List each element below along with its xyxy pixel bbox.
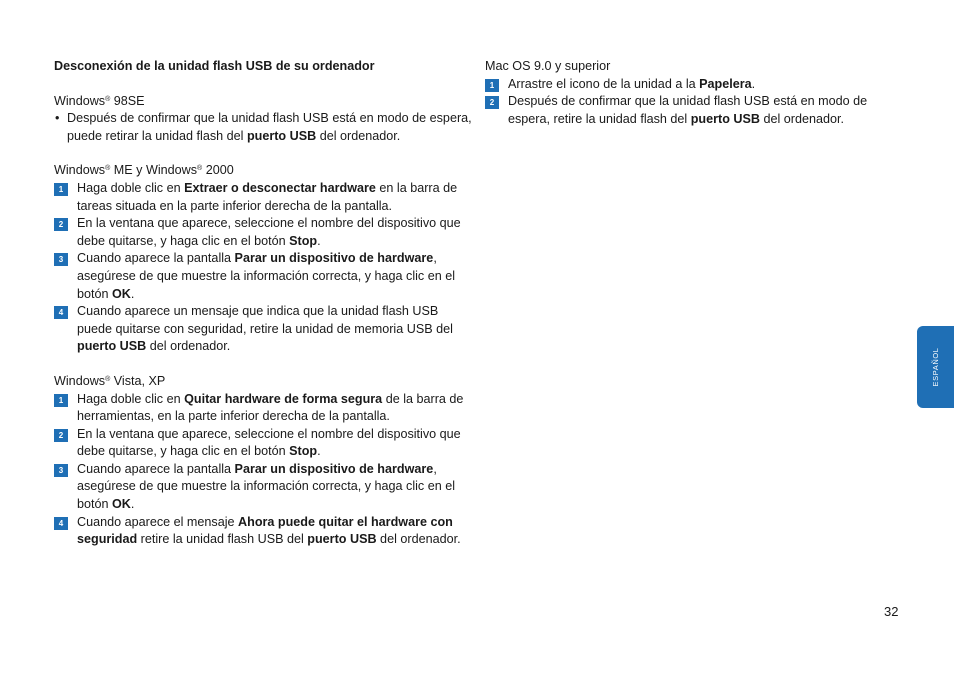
section-heading: Desconexión de la unidad flash USB de su ordenador	[54, 59, 375, 73]
step-text: del ordenador.	[146, 339, 231, 354]
left-column	[54, 58, 474, 549]
step-text: del ordenador.	[376, 532, 461, 547]
step-text: Cuando aparece la pantalla	[77, 251, 235, 266]
step-item	[54, 461, 474, 514]
registered-mark: ®	[105, 165, 111, 173]
registered-mark: ®	[105, 375, 111, 383]
step-number-badge: 2	[54, 429, 68, 442]
step-text: En la ventana que aparece, seleccione el nombre del dispositivo que debe quitarse, y haga clic en el botón	[77, 426, 461, 459]
steps-list-mac	[485, 76, 905, 129]
subheading-text: Vista, XP	[110, 373, 166, 388]
step-text: Haga doble clic en	[77, 391, 185, 406]
step-item	[54, 426, 474, 461]
step-text: .	[130, 286, 135, 301]
subheading-text: ME y Windows	[110, 163, 198, 178]
subheading-text: Windows	[54, 163, 106, 178]
step-bold-text: Extraer o desconectar hardware	[184, 180, 376, 195]
page-number: 32	[884, 604, 899, 619]
subheading-mac-os: Mac OS 9.0 y superior	[485, 59, 611, 73]
step-bold-text: Quitar hardware de forma segura	[184, 391, 383, 406]
language-tab-label: ESPAÑOL	[930, 347, 940, 387]
registered-mark: ®	[105, 95, 111, 103]
step-number-badge: 1	[485, 79, 499, 92]
language-tab	[917, 326, 954, 408]
step-bold-text: Stop	[289, 444, 318, 459]
step-bold-text: Ahora puede quitar el hardware con seguridad	[77, 514, 453, 547]
step-text: , asegúrese de que muestre la información correcta, y haga clic en el botón	[77, 461, 456, 512]
steps-list-windows-vista	[54, 391, 474, 549]
right-column	[485, 58, 905, 128]
step-text: retire la unidad flash USB del	[137, 532, 308, 547]
item-text: del ordenador.	[316, 128, 401, 143]
step-item	[54, 215, 474, 250]
step-item	[54, 303, 474, 356]
step-text: .	[751, 76, 756, 91]
registered-mark: ®	[197, 165, 203, 173]
subheading-text: Windows	[54, 373, 106, 388]
step-text: Después de confirmar que la unidad flash USB está en modo de espera, retire la unidad flash del	[508, 94, 868, 126]
subheading-windows-vista-xp	[54, 373, 474, 391]
step-bold-text: OK	[112, 286, 131, 301]
step-text: .	[317, 444, 321, 459]
step-bold-text: puerto USB	[77, 339, 147, 354]
subheading-text: Windows	[54, 93, 106, 108]
step-item	[485, 93, 905, 128]
step-item	[54, 180, 474, 215]
step-text: de la barra de herramientas, en la parte inferior derecha de la pantalla.	[77, 391, 464, 424]
subheading-windows-me-2000	[54, 162, 474, 180]
item-bold-text: puerto USB	[246, 128, 317, 143]
step-text: .	[317, 233, 321, 248]
step-text: Haga doble clic en	[77, 180, 185, 195]
step-number-badge: 3	[54, 464, 68, 477]
step-item	[54, 250, 474, 303]
bullet-icon: •	[55, 111, 60, 126]
step-bold-text: Parar un dispositivo de hardware	[234, 461, 434, 476]
step-text: Cuando aparece la pantalla	[77, 461, 235, 476]
step-item	[54, 391, 474, 426]
step-number-badge: 2	[485, 96, 499, 109]
item-text: Después de confirmar que la unidad flash USB está en modo de espera, puede retirar la unidad flash del	[67, 111, 472, 143]
step-number-badge: 4	[54, 306, 68, 319]
step-number-badge: 4	[54, 517, 68, 530]
step-number-badge: 2	[54, 218, 68, 231]
step-bold-text: Papelera	[699, 76, 752, 91]
step-text: del ordenador.	[760, 111, 845, 126]
step-bold-text: OK	[112, 497, 131, 512]
step-text: en la barra de tareas situada en la parte inferior derecha de la pantalla.	[77, 180, 458, 213]
step-bold-text: puerto USB	[690, 111, 760, 126]
step-text: Arrastre el icono de la unidad a la	[508, 76, 700, 91]
step-text: Cuando aparece el mensaje	[77, 514, 239, 529]
step-bold-text: Stop	[289, 233, 318, 248]
subheading-text: 98SE	[110, 93, 145, 108]
step-number-badge: 3	[54, 253, 68, 266]
step-item	[54, 514, 474, 549]
step-item	[485, 76, 905, 94]
step-text: , asegúrese de que muestre la información correcta, y haga clic en el botón	[77, 251, 456, 301]
subheading-windows-98se	[54, 93, 474, 111]
step-bold-text: Parar un dispositivo de hardware	[234, 251, 434, 266]
step-number-badge: 1	[54, 183, 68, 196]
steps-list-windows-me	[54, 180, 474, 356]
subheading-text: 2000	[202, 163, 234, 178]
step-bold-text: puerto USB	[307, 532, 377, 547]
step-text: Cuando aparece un mensaje que indica que la unidad flash USB puede quitarse con seguridad, retire la unidad de memoria USB del	[77, 304, 453, 336]
step-text: .	[130, 497, 135, 512]
step-text: En la ventana que aparece, seleccione el nombre del dispositivo que debe quitarse, y haga clic en el botón	[77, 216, 461, 248]
bullet-item	[54, 110, 474, 145]
step-number-badge: 1	[54, 394, 68, 407]
